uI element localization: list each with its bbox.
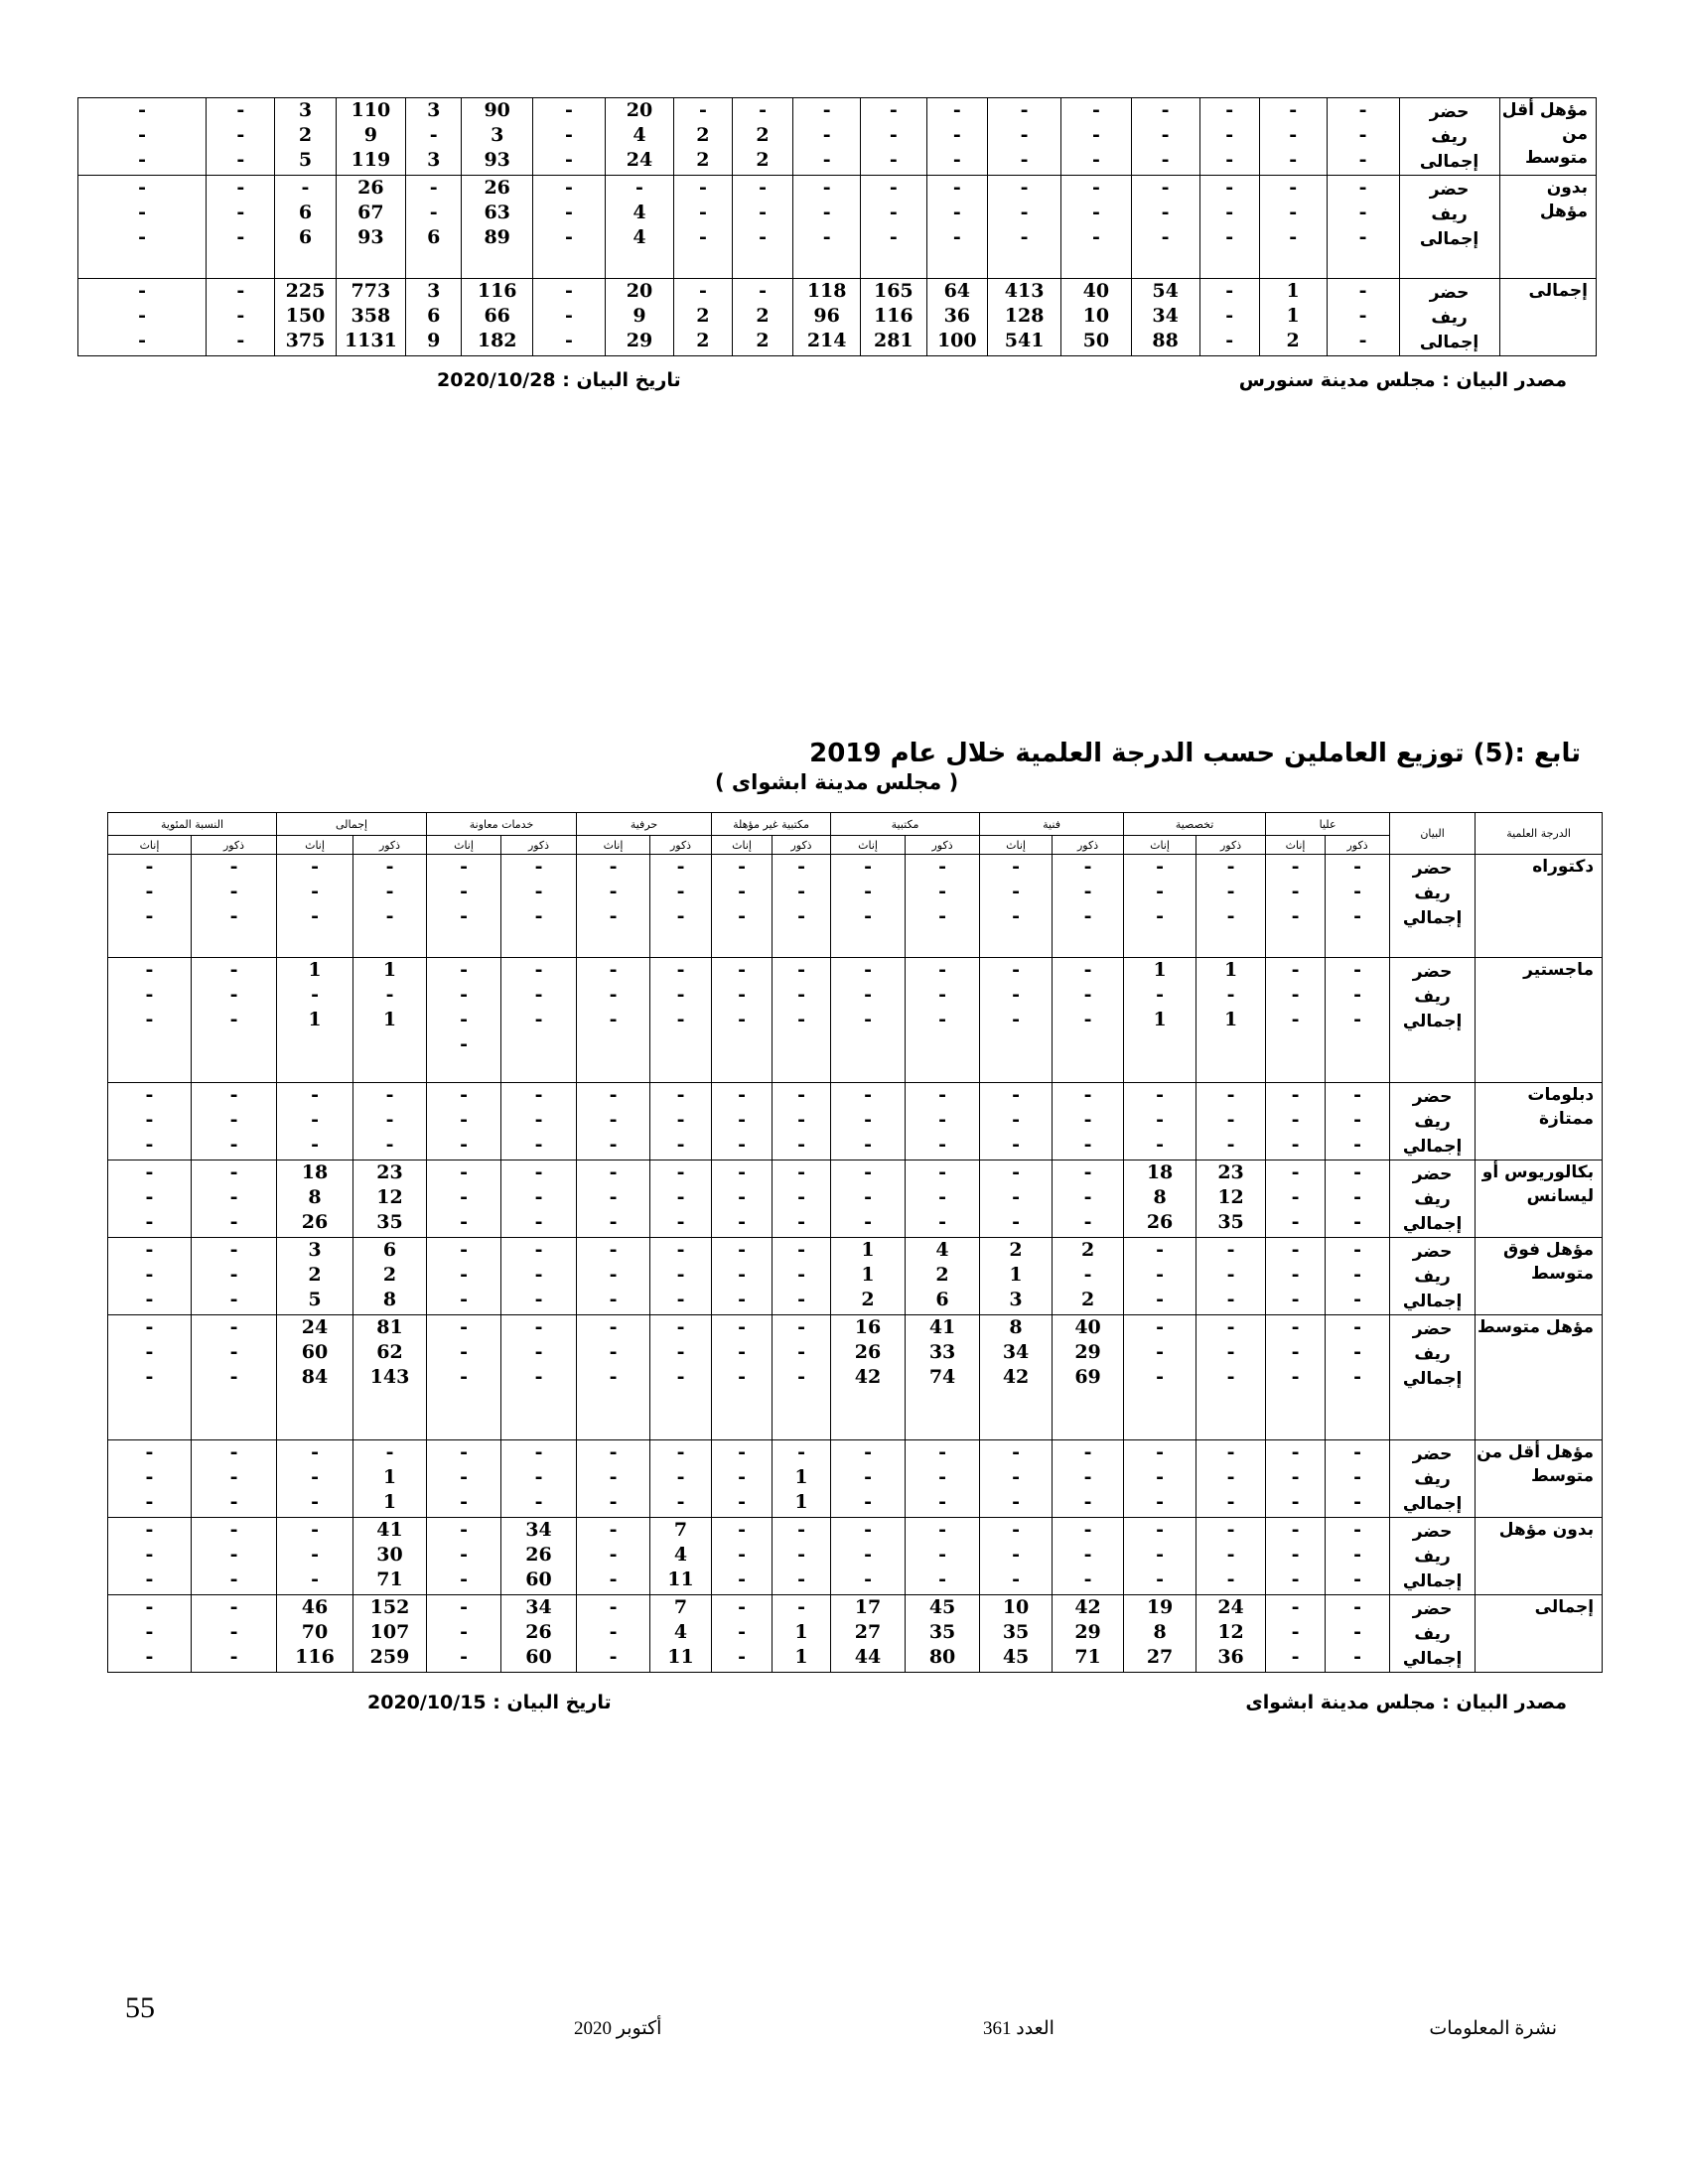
data-cell: - - - bbox=[192, 1083, 277, 1160]
data-cell: - - - bbox=[988, 98, 1061, 176]
data-cell: - - - bbox=[1326, 1440, 1390, 1518]
table-row bbox=[108, 958, 1603, 1083]
date-label: تاريخ البيان : 2020/10/28 bbox=[437, 369, 681, 391]
data-cell: - - - bbox=[1327, 176, 1399, 279]
data-cell: 41 33 74 bbox=[906, 1315, 980, 1440]
data-cell: 19 8 27 bbox=[1124, 1595, 1196, 1673]
data-cell: - - - bbox=[1326, 1083, 1390, 1160]
header-row bbox=[108, 813, 1603, 836]
data-cell: - - - bbox=[108, 1160, 192, 1238]
data-cell: - - - bbox=[712, 1440, 773, 1518]
data-cell: 90 3 93 bbox=[462, 98, 533, 176]
data-cell: 16 26 42 bbox=[831, 1315, 906, 1440]
data-cell: - 1 1 bbox=[353, 1440, 427, 1518]
data-cell: - - - bbox=[353, 855, 427, 958]
data-cell: - - - bbox=[277, 855, 353, 958]
female-header: إناث bbox=[1124, 836, 1196, 855]
data-cell: - - - bbox=[207, 98, 275, 176]
data-cell: - - - bbox=[1199, 176, 1259, 279]
data-cell: - - - bbox=[980, 1083, 1053, 1160]
data-cell: 225 150 375 bbox=[275, 279, 336, 356]
degree-label: دكتوراه bbox=[1476, 855, 1603, 958]
data-cell: - - - bbox=[501, 1238, 577, 1315]
data-cell: - - - bbox=[108, 855, 192, 958]
data-cell: - - - bbox=[773, 1083, 831, 1160]
data-cell: 110 9 119 bbox=[336, 98, 405, 176]
table-row bbox=[108, 1440, 1603, 1518]
data-cell: - - - bbox=[501, 1315, 577, 1440]
table-row bbox=[78, 279, 1597, 356]
table-row bbox=[108, 1083, 1603, 1160]
data-cell: - - - bbox=[650, 1083, 712, 1160]
data-cell: - - - bbox=[353, 1083, 427, 1160]
data-cell: - - - bbox=[533, 98, 606, 176]
data-cell: - - - bbox=[906, 1518, 980, 1595]
data-cell: 7 4 11 bbox=[650, 1518, 712, 1595]
data-cell: - - - bbox=[831, 1440, 906, 1518]
data-cell: - - - bbox=[192, 1518, 277, 1595]
data-cell: 1 - 1 bbox=[353, 958, 427, 1083]
data-cell: - - - - bbox=[427, 958, 501, 1083]
data-cell: 41 30 71 bbox=[353, 1518, 427, 1595]
data-cell: - - - bbox=[533, 176, 606, 279]
data-cell: - - - bbox=[906, 1083, 980, 1160]
data-cell: - - - bbox=[427, 1518, 501, 1595]
page-number: 55 bbox=[125, 1991, 155, 2024]
data-cell: 34 26 60 bbox=[501, 1518, 577, 1595]
data-cell: 2 - 2 bbox=[1053, 1238, 1124, 1315]
female-header: إناث bbox=[577, 836, 650, 855]
data-cell: - - - bbox=[980, 855, 1053, 958]
male-header: ذكور bbox=[1326, 836, 1390, 855]
data-cell: - - - bbox=[1196, 1083, 1266, 1160]
data-cell: - - - bbox=[577, 1315, 650, 1440]
data-cell: 24 12 36 bbox=[1196, 1595, 1266, 1673]
data-cell: - - - bbox=[650, 1440, 712, 1518]
data-cell: - - - bbox=[192, 958, 277, 1083]
area-labels: حضر ريف إجمالى bbox=[1399, 176, 1499, 279]
data-cell: - - - bbox=[1061, 98, 1131, 176]
area-labels: حضر ريف إجمالي bbox=[1390, 1083, 1476, 1160]
data-cell: - - - bbox=[1326, 958, 1390, 1083]
data-cell: - - - bbox=[427, 1160, 501, 1238]
data-cell: 1 1 2 bbox=[1259, 279, 1327, 356]
data-cell: - - - bbox=[712, 855, 773, 958]
data-cell: - - - bbox=[906, 1440, 980, 1518]
data-cell: - - - bbox=[277, 1083, 353, 1160]
source-label-2: مصدر البيان : مجلس مدينة ابشواى bbox=[1245, 1692, 1567, 1713]
data-cell: - - - bbox=[1061, 176, 1131, 279]
category-header: تخصصية bbox=[1124, 813, 1266, 836]
data-cell: - - - bbox=[831, 1083, 906, 1160]
data-cell: 1 - 1 bbox=[1196, 958, 1266, 1083]
data-cell: 7 4 11 bbox=[650, 1595, 712, 1673]
degree-label: دبلومات ممتازة bbox=[1476, 1083, 1603, 1160]
data-cell: - - - bbox=[533, 279, 606, 356]
data-cell: - - - bbox=[1259, 98, 1327, 176]
data-cell: - - - bbox=[1131, 98, 1199, 176]
source-label: مصدر البيان : مجلس مدينة سنورس bbox=[1238, 369, 1567, 391]
data-cell: - - - bbox=[980, 958, 1053, 1083]
data-cell: - - - bbox=[831, 855, 906, 958]
data-cell: 6 2 8 bbox=[353, 1238, 427, 1315]
female-header: إناث bbox=[831, 836, 906, 855]
category-header: إجمالى bbox=[277, 813, 427, 836]
data-cell: - - - bbox=[926, 98, 987, 176]
data-cell: - - - bbox=[78, 176, 207, 279]
data-cell: - - - bbox=[861, 98, 927, 176]
data-cell: - 1 1 bbox=[773, 1440, 831, 1518]
data-cell: - - - bbox=[793, 176, 861, 279]
data-cell: 23 12 35 bbox=[353, 1160, 427, 1238]
data-cell: 40 10 50 bbox=[1061, 279, 1131, 356]
data-cell: - - - bbox=[577, 855, 650, 958]
female-header: إناث bbox=[980, 836, 1053, 855]
area-labels: حضر ريف إجمالي bbox=[1390, 958, 1476, 1083]
data-cell: 118 96 214 bbox=[793, 279, 861, 356]
data-cell: - - - bbox=[1266, 1518, 1326, 1595]
data-cell: - - - bbox=[773, 1315, 831, 1440]
data-cell: - - - bbox=[1053, 1160, 1124, 1238]
degree-header: الدرجة العلمية bbox=[1476, 813, 1603, 855]
data-cell: - - - bbox=[427, 1595, 501, 1673]
data-cell: - - - bbox=[577, 1440, 650, 1518]
data-cell: - - - bbox=[427, 1315, 501, 1440]
data-cell: - - - bbox=[192, 1160, 277, 1238]
data-cell: - - - bbox=[773, 855, 831, 958]
data-cell: 3 6 9 bbox=[406, 279, 462, 356]
data-cell: - - - bbox=[712, 1238, 773, 1315]
statement-header: البيان bbox=[1390, 813, 1476, 855]
male-header: ذكور bbox=[906, 836, 980, 855]
data-cell: 54 34 88 bbox=[1131, 279, 1199, 356]
data-cell: - 2 2 bbox=[674, 279, 733, 356]
area-labels: حضر ريف إجمالي bbox=[1390, 1315, 1476, 1440]
data-cell: - - - bbox=[1266, 1160, 1326, 1238]
footer-date: أكتوبر 2020 bbox=[574, 2018, 662, 2039]
data-cell: 23 12 35 bbox=[1196, 1160, 1266, 1238]
category-header: خدمات معاونة bbox=[427, 813, 577, 836]
table-senouris bbox=[77, 97, 1597, 356]
data-cell: 40 29 69 bbox=[1053, 1315, 1124, 1440]
data-cell: 26 67 93 bbox=[336, 176, 405, 279]
data-cell: - - - bbox=[1266, 1595, 1326, 1673]
data-cell: - - - bbox=[577, 958, 650, 1083]
data-cell: - - - bbox=[1326, 1315, 1390, 1440]
data-cell: 116 66 182 bbox=[462, 279, 533, 356]
data-cell: - 2 2 bbox=[732, 279, 792, 356]
data-cell: 46 70 116 bbox=[277, 1595, 353, 1673]
data-cell: - - - bbox=[906, 958, 980, 1083]
data-cell: - 1 1 bbox=[773, 1595, 831, 1673]
data-cell: - - - bbox=[1124, 1083, 1196, 1160]
data-cell: - - - bbox=[773, 1518, 831, 1595]
table-row bbox=[108, 1595, 1603, 1673]
data-cell: - - - bbox=[427, 1083, 501, 1160]
data-cell: - - - bbox=[1266, 958, 1326, 1083]
table-title: تابع :(5) توزيع العاملين حسب الدرجة العلمية خلال عام 2019 bbox=[809, 739, 1581, 768]
table-ibshaway bbox=[107, 812, 1603, 1673]
data-cell: - - - bbox=[1266, 1440, 1326, 1518]
data-cell: - - - bbox=[108, 1595, 192, 1673]
data-cell: - - - bbox=[1053, 958, 1124, 1083]
data-cell: - - - bbox=[1124, 1440, 1196, 1518]
data-cell: - - - bbox=[108, 1238, 192, 1315]
data-cell: - - - bbox=[78, 279, 207, 356]
data-cell: - - - bbox=[501, 1160, 577, 1238]
data-cell: - - - bbox=[427, 1238, 501, 1315]
data-cell: - - - bbox=[1124, 1315, 1196, 1440]
footer-bulletin: نشرة المعلومات bbox=[1429, 2018, 1557, 2039]
data-cell: - - - bbox=[1124, 1518, 1196, 1595]
data-cell: - - - bbox=[207, 176, 275, 279]
data-cell: - - - bbox=[712, 1518, 773, 1595]
category-header: النسبة المئوية bbox=[108, 813, 277, 836]
data-cell: - 4 4 bbox=[605, 176, 673, 279]
data-cell: 64 36 100 bbox=[926, 279, 987, 356]
data-cell: 1 1 2 bbox=[831, 1238, 906, 1315]
data-cell: 773 358 1131 bbox=[336, 279, 405, 356]
data-cell: 24 60 84 bbox=[277, 1315, 353, 1440]
data-cell: - - - bbox=[1266, 1083, 1326, 1160]
male-header: ذكور bbox=[192, 836, 277, 855]
table-row bbox=[78, 98, 1597, 176]
area-labels: حضر ريف إجمالي bbox=[1390, 1440, 1476, 1518]
data-cell: - - - bbox=[1326, 1518, 1390, 1595]
data-cell: - - - bbox=[712, 1315, 773, 1440]
male-header: ذكور bbox=[353, 836, 427, 855]
data-cell: 413 128 541 bbox=[988, 279, 1061, 356]
area-labels: حضر ريف إجمالى bbox=[1399, 98, 1499, 176]
category-header: مكتبية غير مؤهلة bbox=[712, 813, 831, 836]
data-cell: - - - bbox=[577, 1595, 650, 1673]
data-cell: - - - bbox=[773, 958, 831, 1083]
data-cell: - - - bbox=[192, 1595, 277, 1673]
table-row bbox=[108, 1238, 1603, 1315]
data-cell: - - - bbox=[192, 1315, 277, 1440]
data-cell: - - - bbox=[78, 98, 207, 176]
degree-label: مؤهل فوق متوسط bbox=[1476, 1238, 1603, 1315]
data-cell: - - - bbox=[988, 176, 1061, 279]
data-cell: - - - bbox=[712, 958, 773, 1083]
data-cell: - - - bbox=[650, 1160, 712, 1238]
data-cell: - - - bbox=[861, 176, 927, 279]
data-cell: - - - bbox=[650, 855, 712, 958]
data-cell: - - - bbox=[277, 1440, 353, 1518]
category-header: حرفية bbox=[577, 813, 712, 836]
data-cell: - - - bbox=[674, 176, 733, 279]
degree-label: ماجستير bbox=[1476, 958, 1603, 1083]
degree-label: بكالوريوس أو ليسانس bbox=[1476, 1160, 1603, 1238]
data-cell: - - - bbox=[773, 1238, 831, 1315]
data-cell: - - - bbox=[1131, 176, 1199, 279]
data-cell: - - 6 bbox=[406, 176, 462, 279]
data-cell: - - - bbox=[1266, 855, 1326, 958]
data-cell: - - - bbox=[1266, 1238, 1326, 1315]
data-cell: 81 62 143 bbox=[353, 1315, 427, 1440]
footer-issue: العدد 361 bbox=[983, 2018, 1055, 2039]
data-cell: 20 9 29 bbox=[605, 279, 673, 356]
data-cell: - - - bbox=[427, 1440, 501, 1518]
category-header: عليا bbox=[1266, 813, 1390, 836]
data-cell: - - - bbox=[1196, 1238, 1266, 1315]
data-cell: - - - bbox=[577, 1238, 650, 1315]
data-cell: - - - bbox=[1196, 1518, 1266, 1595]
table-row bbox=[78, 176, 1597, 279]
data-cell: - - - bbox=[207, 279, 275, 356]
data-cell: - - - bbox=[427, 855, 501, 958]
data-cell: - 2 2 bbox=[732, 98, 792, 176]
data-cell: - - - bbox=[1199, 98, 1259, 176]
male-header: ذكور bbox=[501, 836, 577, 855]
female-header: إناث bbox=[277, 836, 353, 855]
table-row bbox=[108, 1315, 1603, 1440]
area-labels: حضر ريف إجمالي bbox=[1390, 1518, 1476, 1595]
category-header: فنية bbox=[980, 813, 1124, 836]
data-cell: - - - bbox=[793, 98, 861, 176]
data-cell: - - - bbox=[108, 1083, 192, 1160]
data-cell: - - - bbox=[108, 1440, 192, 1518]
data-cell: - - - bbox=[192, 855, 277, 958]
data-cell: - - - bbox=[650, 1315, 712, 1440]
area-labels: حضر ريف إجمالى bbox=[1399, 279, 1499, 356]
date-label-2: تاريخ البيان : 2020/10/15 bbox=[367, 1692, 612, 1713]
data-cell: 165 116 281 bbox=[861, 279, 927, 356]
data-cell: 1 - 1 bbox=[277, 958, 353, 1083]
data-cell: - - - bbox=[577, 1518, 650, 1595]
data-cell: 34 26 60 bbox=[501, 1595, 577, 1673]
data-cell: - 2 2 bbox=[674, 98, 733, 176]
female-header: إناث bbox=[427, 836, 501, 855]
data-cell: - - - bbox=[1124, 855, 1196, 958]
data-cell: - - - bbox=[980, 1518, 1053, 1595]
data-cell: 17 27 44 bbox=[831, 1595, 906, 1673]
data-cell: 26 63 89 bbox=[462, 176, 533, 279]
female-header: إناث bbox=[712, 836, 773, 855]
data-cell: - - - bbox=[1327, 98, 1399, 176]
data-cell: - - - bbox=[1327, 279, 1399, 356]
degree-label: بدون مؤهل bbox=[1499, 176, 1596, 279]
data-cell: - - - bbox=[831, 1160, 906, 1238]
data-cell: - - - bbox=[277, 1518, 353, 1595]
data-cell: - - - bbox=[831, 1518, 906, 1595]
area-labels: حضر ريف إجمالي bbox=[1390, 1595, 1476, 1673]
data-cell: 42 29 71 bbox=[1053, 1595, 1124, 1673]
table-row bbox=[108, 1518, 1603, 1595]
data-cell: - - - bbox=[1124, 1238, 1196, 1315]
data-cell: - - - bbox=[980, 1440, 1053, 1518]
data-cell: - - - bbox=[980, 1160, 1053, 1238]
area-labels: حضر ريف إجمالي bbox=[1390, 1238, 1476, 1315]
data-cell: - - - bbox=[1326, 1160, 1390, 1238]
table-row bbox=[108, 1160, 1603, 1238]
data-cell: - - - bbox=[577, 1083, 650, 1160]
data-cell: - - - bbox=[906, 1160, 980, 1238]
male-header: ذكور bbox=[1053, 836, 1124, 855]
data-cell: 3 2 5 bbox=[277, 1238, 353, 1315]
data-cell: - - - bbox=[732, 176, 792, 279]
degree-label: بدون مؤهل bbox=[1476, 1518, 1603, 1595]
data-cell: - - - bbox=[1196, 1315, 1266, 1440]
data-cell: - - - bbox=[1326, 855, 1390, 958]
data-cell: 45 35 80 bbox=[906, 1595, 980, 1673]
male-header: ذكور bbox=[773, 836, 831, 855]
data-cell: 3 - 3 bbox=[406, 98, 462, 176]
data-cell: - - - bbox=[1053, 1518, 1124, 1595]
data-cell: 20 4 24 bbox=[605, 98, 673, 176]
data-cell: 10 35 45 bbox=[980, 1595, 1053, 1673]
table-row bbox=[108, 855, 1603, 958]
data-cell: - - - bbox=[501, 855, 577, 958]
female-header: إناث bbox=[108, 836, 192, 855]
degree-label: إجمالى bbox=[1476, 1595, 1603, 1673]
data-cell: - - - bbox=[192, 1440, 277, 1518]
data-cell: - - - bbox=[831, 958, 906, 1083]
category-header: مكتبية bbox=[831, 813, 980, 836]
data-cell: 18 8 26 bbox=[277, 1160, 353, 1238]
data-cell: - - - bbox=[773, 1160, 831, 1238]
data-cell: 4 2 6 bbox=[906, 1238, 980, 1315]
data-cell: - - - bbox=[712, 1083, 773, 1160]
data-cell: - - - bbox=[108, 1315, 192, 1440]
male-header: ذكور bbox=[650, 836, 712, 855]
degree-label: مؤهل أقل من متوسط bbox=[1499, 98, 1596, 176]
data-cell: - - - bbox=[501, 1440, 577, 1518]
data-cell: - - - bbox=[108, 1518, 192, 1595]
data-cell: - - - bbox=[650, 1238, 712, 1315]
degree-label: مؤهل أقل من متوسط bbox=[1476, 1440, 1603, 1518]
table-subtitle: ( مجلس مدينة ابشواى ) bbox=[715, 770, 959, 794]
data-cell: - - - bbox=[906, 855, 980, 958]
data-cell: - - - bbox=[1199, 279, 1259, 356]
data-cell: - - - bbox=[712, 1160, 773, 1238]
degree-label: مؤهل متوسط bbox=[1476, 1315, 1603, 1440]
data-cell: 152 107 259 bbox=[353, 1595, 427, 1673]
degree-label: إجمالى bbox=[1499, 279, 1596, 356]
data-cell: - - - bbox=[501, 1083, 577, 1160]
data-cell: - - - bbox=[926, 176, 987, 279]
data-cell: 2 1 3 bbox=[980, 1238, 1053, 1315]
data-cell: 3 2 5 bbox=[275, 98, 336, 176]
data-cell: - - - bbox=[577, 1160, 650, 1238]
data-cell: - - - bbox=[1266, 1315, 1326, 1440]
data-cell: - - - bbox=[1053, 855, 1124, 958]
data-cell: - - - bbox=[1053, 1440, 1124, 1518]
data-cell: 8 34 42 bbox=[980, 1315, 1053, 1440]
data-cell: - - - bbox=[712, 1595, 773, 1673]
data-cell: 18 8 26 bbox=[1124, 1160, 1196, 1238]
female-header: إناث bbox=[1266, 836, 1326, 855]
data-cell: - - - bbox=[650, 958, 712, 1083]
data-cell: - - - bbox=[1053, 1083, 1124, 1160]
data-cell: - 6 6 bbox=[275, 176, 336, 279]
data-cell: - - - bbox=[1196, 855, 1266, 958]
data-cell: - - - bbox=[192, 1238, 277, 1315]
data-cell: - - - bbox=[1326, 1595, 1390, 1673]
data-cell: - - - bbox=[1326, 1238, 1390, 1315]
data-cell: - - - bbox=[501, 958, 577, 1083]
data-cell: - - - bbox=[1196, 1440, 1266, 1518]
area-labels: حضر ريف إجمالي bbox=[1390, 1160, 1476, 1238]
data-cell: - - - bbox=[108, 958, 192, 1083]
subheader-row bbox=[108, 836, 1603, 855]
data-cell: 1 - 1 bbox=[1124, 958, 1196, 1083]
area-labels: حضر ريف إجمالي bbox=[1390, 855, 1476, 958]
data-cell: - - - bbox=[1259, 176, 1327, 279]
male-header: ذكور bbox=[1196, 836, 1266, 855]
